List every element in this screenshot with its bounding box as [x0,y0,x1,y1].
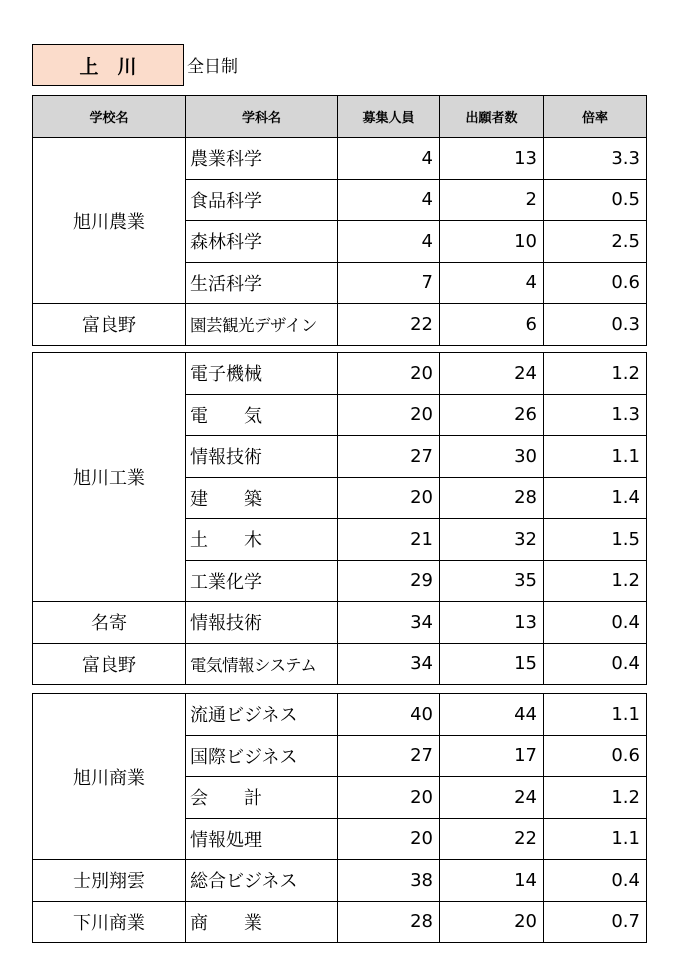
capacity-value: 34 [338,643,440,685]
school-name: 士別翔雲 [33,860,186,902]
school-name: 旭川工業 [33,353,186,602]
department-name: 電子機械 [186,353,338,395]
table-row [33,643,647,685]
applicants-value: 2 [440,179,544,221]
capacity-value: 20 [338,818,440,860]
department-name: 国際ビジネス [186,735,338,777]
applicants-value: 17 [440,735,544,777]
capacity-value: 4 [338,138,440,180]
applicants-value: 28 [440,477,544,519]
ratio-value: 0.6 [544,735,647,777]
table-row [33,138,647,180]
ratio-value: 0.5 [544,179,647,221]
capacity-value: 34 [338,602,440,644]
department-name: 会 計 [186,777,338,819]
department-name: 園芸観光デザイン [186,304,338,346]
table-row [33,860,647,902]
capacity-value: 27 [338,436,440,478]
applicants-value: 24 [440,777,544,819]
capacity-value: 4 [338,179,440,221]
school-name: 富良野 [33,643,186,685]
department-name: 情報技術 [186,436,338,478]
applicants-value: 13 [440,138,544,180]
applicants-value: 26 [440,394,544,436]
header-applicants: 出願者数 [440,96,544,138]
applicants-value: 24 [440,353,544,395]
ratio-value: 1.3 [544,394,647,436]
department-name: 電気情報システム [186,643,338,685]
ratio-value: 0.6 [544,262,647,304]
department-name: 農業科学 [186,138,338,180]
header-department: 学科名 [186,96,338,138]
capacity-value: 28 [338,901,440,943]
department-name: 情報技術 [186,602,338,644]
commerce-table [32,693,647,943]
ratio-value: 0.4 [544,602,647,644]
department-name: 情報処理 [186,818,338,860]
header-row [33,96,647,138]
header-capacity: 募集人員 [338,96,440,138]
applicants-value: 32 [440,519,544,561]
table-row [33,304,647,346]
department-name: 電 気 [186,394,338,436]
capacity-value: 27 [338,735,440,777]
applicants-value: 22 [440,818,544,860]
region-name-box [32,44,184,86]
applicants-value: 14 [440,860,544,902]
applicants-value: 4 [440,262,544,304]
ratio-value: 1.2 [544,353,647,395]
applicants-value: 13 [440,602,544,644]
school-name: 富良野 [33,304,186,346]
applicants-value: 15 [440,643,544,685]
industry-table [32,352,647,685]
table-row [33,694,647,736]
applicants-value: 44 [440,694,544,736]
school-name: 下川商業 [33,901,186,943]
department-name: 食品科学 [186,179,338,221]
program-type-label: 全日制 [187,57,238,77]
capacity-value: 7 [338,262,440,304]
department-name: 流通ビジネス [186,694,338,736]
ratio-value: 1.2 [544,560,647,602]
header-school: 学校名 [33,96,186,138]
capacity-value: 20 [338,353,440,395]
ratio-value: 1.1 [544,818,647,860]
applicants-value: 30 [440,436,544,478]
capacity-value: 20 [338,477,440,519]
applicants-value: 35 [440,560,544,602]
ratio-value: 0.4 [544,860,647,902]
ratio-value: 1.4 [544,477,647,519]
capacity-value: 40 [338,694,440,736]
capacity-value: 20 [338,777,440,819]
department-name: 生活科学 [186,262,338,304]
ratio-value: 0.4 [544,643,647,685]
school-name: 名寄 [33,602,186,644]
applicants-value: 10 [440,221,544,263]
department-name: 商 業 [186,901,338,943]
ratio-value: 1.2 [544,777,647,819]
capacity-value: 4 [338,221,440,263]
capacity-value: 20 [338,394,440,436]
region-name: 上 川 [79,55,137,78]
capacity-value: 29 [338,560,440,602]
ratio-value: 2.5 [544,221,647,263]
school-name: 旭川農業 [33,138,186,304]
table-row [33,353,647,395]
capacity-value: 22 [338,304,440,346]
ratio-value: 0.7 [544,901,647,943]
ratio-value: 1.1 [544,694,647,736]
department-name: 森林科学 [186,221,338,263]
agriculture-table [32,95,647,346]
table-row [33,901,647,943]
ratio-value: 1.1 [544,436,647,478]
ratio-value: 3.3 [544,138,647,180]
applicants-value: 20 [440,901,544,943]
capacity-value: 38 [338,860,440,902]
department-name: 土 木 [186,519,338,561]
ratio-value: 1.5 [544,519,647,561]
department-name: 建 築 [186,477,338,519]
capacity-value: 21 [338,519,440,561]
school-name: 旭川商業 [33,694,186,860]
ratio-value: 0.3 [544,304,647,346]
header-ratio: 倍率 [544,96,647,138]
department-name: 総合ビジネス [186,860,338,902]
applicants-value: 6 [440,304,544,346]
department-name: 工業化学 [186,560,338,602]
table-row [33,602,647,644]
